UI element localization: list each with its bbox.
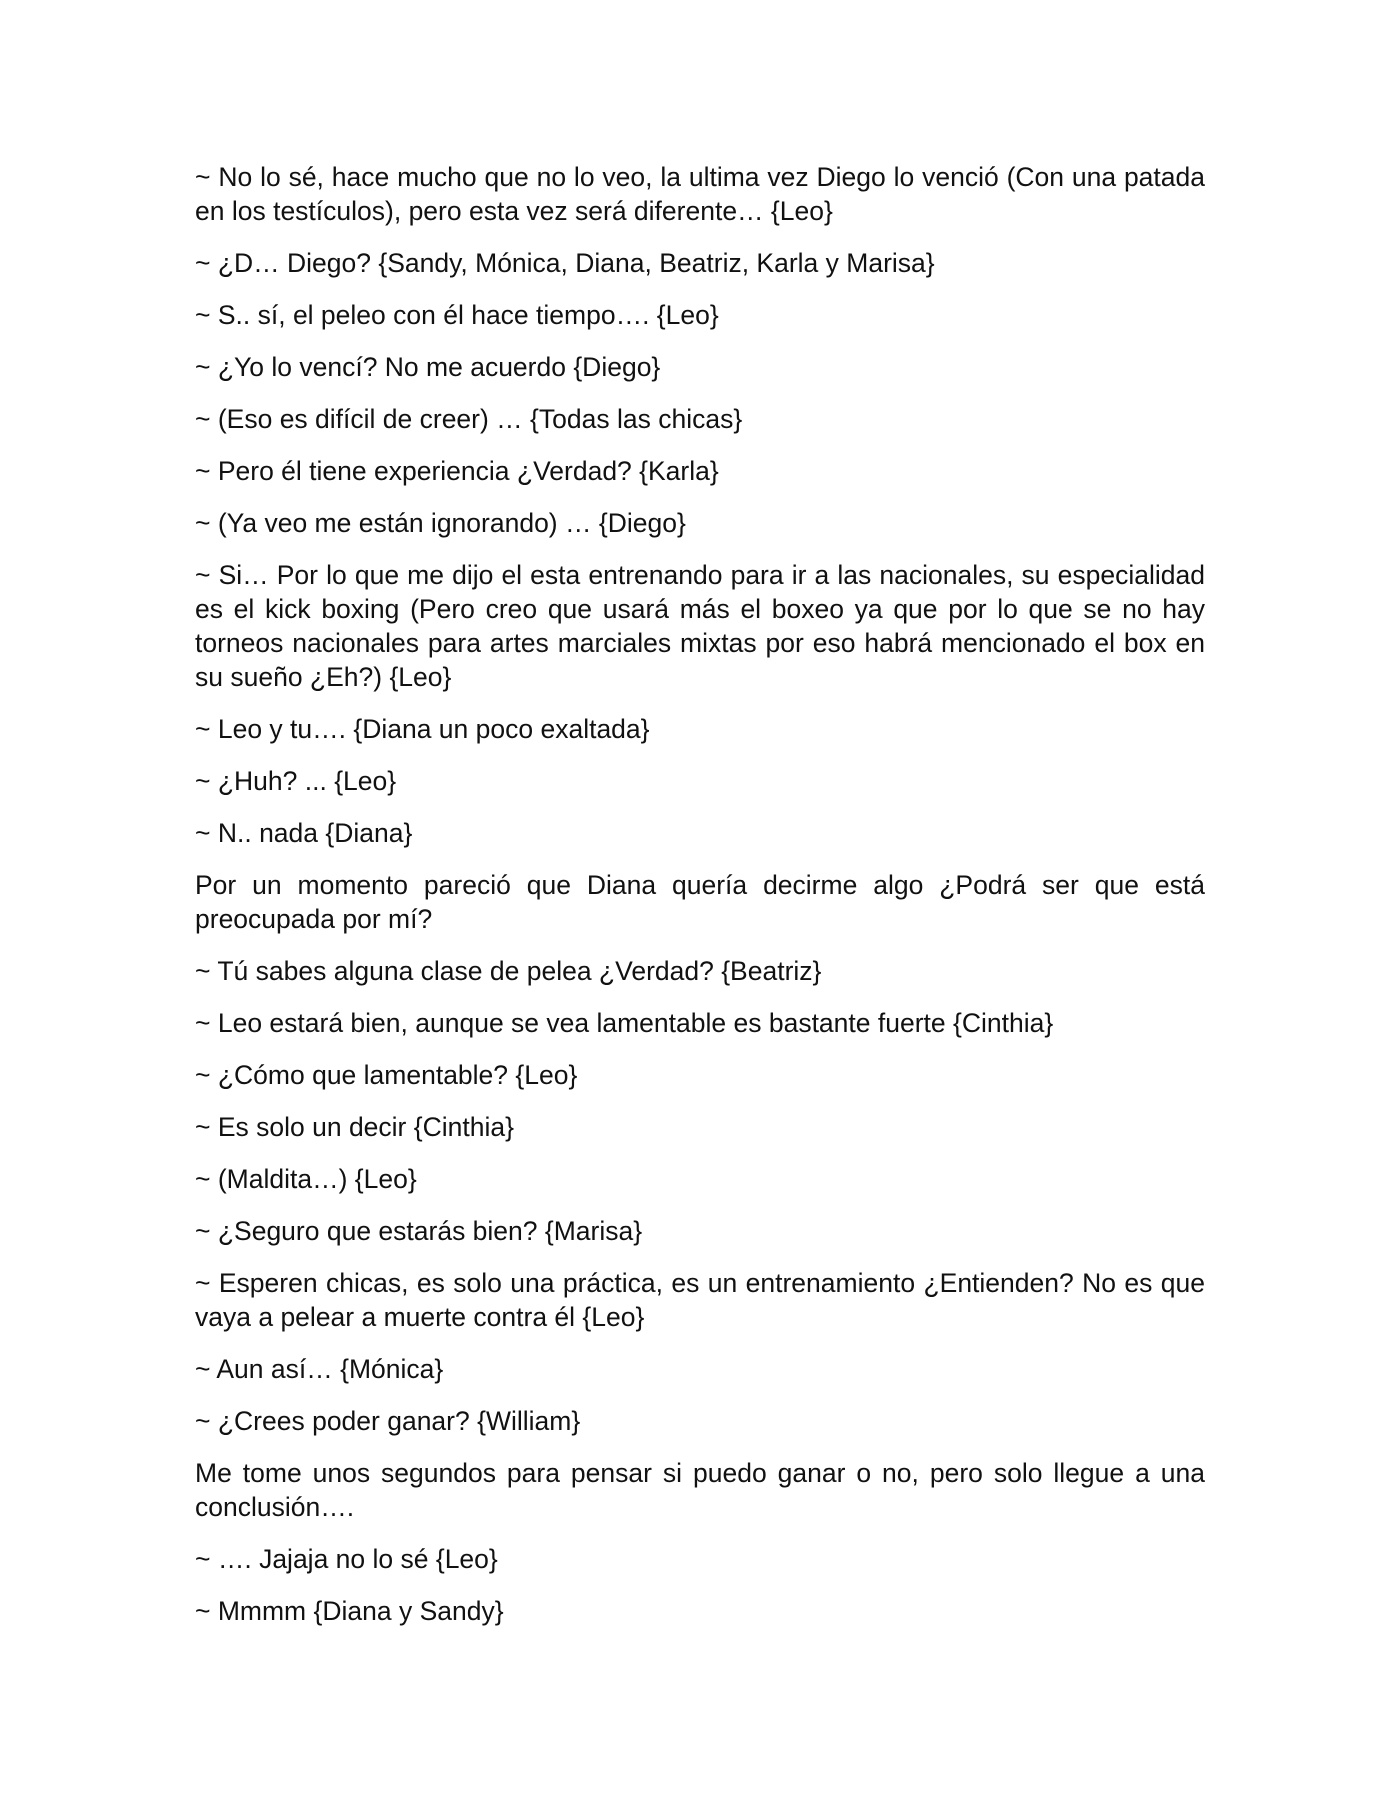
dialogue-paragraph: ~ Leo estará bien, aunque se vea lamentable es bastante fuerte {Cinthia} <box>195 1008 1054 1038</box>
dialogue-paragraph: ~ (Ya veo me están ignorando) … {Diego} <box>195 508 686 538</box>
dialogue-paragraph: ~ ¿Huh? ... {Leo} <box>195 766 397 796</box>
document-body <box>195 160 1205 1646</box>
narration-paragraph: Me tome unos segundos para pensar si puedo ganar o no, pero solo llegue a una conclusión…. <box>195 1458 1205 1522</box>
dialogue-paragraph: ~ S.. sí, el peleo con él hace tiempo…. {Leo} <box>195 300 719 330</box>
dialogue-paragraph: ~ Esperen chicas, es solo una práctica, es un entrenamiento ¿Entienden? No es que vaya a pelear a muerte contra él {Leo} <box>195 1268 1205 1332</box>
dialogue-paragraph: ~ …. Jajaja no lo sé {Leo} <box>195 1544 498 1574</box>
narration-paragraph: Por un momento pareció que Diana quería decirme algo ¿Podrá ser que está preocupada por mí? <box>195 870 1205 934</box>
dialogue-paragraph: ~ ¿D… Diego? {Sandy, Mónica, Diana, Beatriz, Karla y Marisa} <box>195 248 935 278</box>
dialogue-paragraph: ~ No lo sé, hace mucho que no lo veo, la ultima vez Diego lo venció (Con una patada en los testículos), pero esta vez será diferente… {Leo} <box>195 162 1205 226</box>
dialogue-paragraph: ~ (Maldita…) {Leo} <box>195 1164 417 1194</box>
dialogue-paragraph: ~ ¿Yo lo vencí? No me acuerdo {Diego} <box>195 352 661 382</box>
dialogue-paragraph: ~ ¿Cómo que lamentable? {Leo} <box>195 1060 578 1090</box>
dialogue-paragraph: ~ Mmmm {Diana y Sandy} <box>195 1596 504 1626</box>
dialogue-paragraph: ~ N.. nada {Diana} <box>195 818 413 848</box>
dialogue-paragraph: ~ Tú sabes alguna clase de pelea ¿Verdad? {Beatriz} <box>195 956 822 986</box>
dialogue-paragraph: ~ Pero él tiene experiencia ¿Verdad? {Karla} <box>195 456 719 486</box>
dialogue-paragraph: ~ ¿Crees poder ganar? {William} <box>195 1406 581 1436</box>
dialogue-paragraph: ~ (Eso es difícil de creer) … {Todas las chicas} <box>195 404 743 434</box>
dialogue-paragraph: ~ ¿Seguro que estarás bien? {Marisa} <box>195 1216 643 1246</box>
dialogue-paragraph: ~ Aun así… {Mónica} <box>195 1354 444 1384</box>
dialogue-paragraph: ~ Es solo un decir {Cinthia} <box>195 1112 514 1142</box>
dialogue-paragraph: ~ Si… Por lo que me dijo el esta entrenando para ir a las nacionales, su especialidad es el kick boxing (Pero creo que usará más el boxeo ya que por lo que se no hay torneos nacionales para artes marciales mixtas por eso habrá mencionado el box en su sueño ¿Eh?) {Leo} <box>195 560 1205 692</box>
dialogue-paragraph: ~ Leo y tu…. {Diana un poco exaltada} <box>195 714 650 744</box>
